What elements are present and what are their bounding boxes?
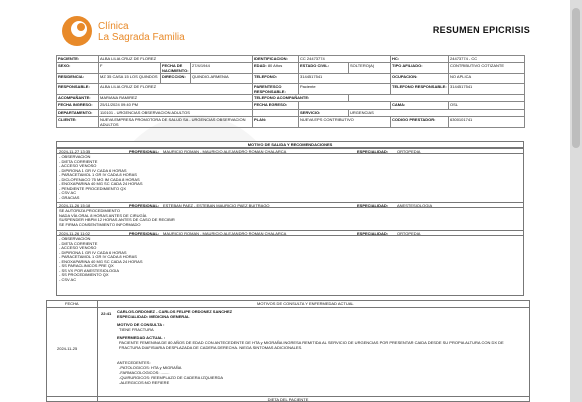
patient-info-table bbox=[56, 55, 525, 128]
antecedente-item: -QUIRURGICOS: REEMPLAZO DE CADERA IZQUIERDA bbox=[119, 375, 224, 380]
entry-line: - PENDIENTE PROCEDIMIENTO QX bbox=[59, 185, 127, 191]
motivo-label: MOTIVO DE CONSULTA : bbox=[117, 322, 165, 327]
clinic-logo-icon bbox=[60, 14, 94, 48]
edad-label: EDAD: bbox=[254, 63, 267, 69]
consulta-date: 2024-11-25 bbox=[57, 346, 78, 351]
entry-line: - DIPIRONA 1 GR IV CADA 6 HORAS bbox=[59, 167, 127, 173]
telefono-value: 3144517541 bbox=[299, 74, 391, 84]
entry-lines bbox=[59, 209, 175, 227]
cama-value: OSL bbox=[449, 102, 525, 109]
responsable-label: RESPONSABLE: bbox=[57, 84, 99, 95]
entry-line: - DIETA CORRIENTE bbox=[59, 240, 98, 246]
info-row bbox=[57, 102, 525, 109]
tel-resp-value: 3144517541 bbox=[449, 84, 525, 95]
cliente-value: NUEVA EMPRESA PROMOTORA DE SALUD SA - URGENCIAS OBSERVACION ADULTOS bbox=[99, 116, 253, 127]
entry-esp-label: ESPECIALIDAD: bbox=[357, 231, 389, 236]
antecedente-item: -PATOLOGICOS: HTA y MIGRAÑA bbox=[119, 365, 182, 370]
entry-esp: ORTOPEDIA bbox=[397, 231, 421, 236]
acompanante-value: MARIANA RAMIREZ bbox=[99, 95, 253, 102]
antecedente-item: -ALERGICOS:NO REFIERE bbox=[119, 380, 170, 385]
parentesco-label: PARENTESCO RESPONSABLE: bbox=[253, 84, 299, 95]
entry-prof: MAURICIO ROMAN - MAURICIO ALEJANDRO ROMAN CHALARCA bbox=[163, 231, 287, 236]
entry-line: - ACCESO VENOSO bbox=[59, 163, 97, 168]
motivo-value: TIENE FRACTURA bbox=[119, 327, 154, 332]
info-row bbox=[57, 116, 525, 127]
info-row bbox=[57, 95, 525, 102]
ingreso-label: FECHA INGRESO: bbox=[57, 102, 99, 109]
entry-line: - SS VX POR ANESTESIOLOGIA bbox=[59, 267, 120, 273]
col-motivo: MOTIVOS DE CONSULTA Y ENFERMEDAD ACTUAL bbox=[257, 301, 354, 306]
entry-esp-label: ESPECIALIDAD: bbox=[357, 203, 389, 208]
acompanante-label: ACOMPAÑANTE: bbox=[57, 95, 99, 102]
direccion-label: DIRECCION: bbox=[161, 74, 191, 84]
salida-title: MOTIVO DE SALIDA Y RECOMENDACIONES bbox=[57, 142, 523, 148]
direccion-value: QUINDIO-ARMENIA bbox=[191, 74, 253, 84]
entry-line: - DIPIRONA 1 GR IV CADA 6 HORAS bbox=[59, 249, 127, 255]
entry-header bbox=[57, 230, 523, 236]
entry-lines bbox=[59, 155, 143, 200]
telefono-label: TELEFONO: bbox=[253, 74, 299, 84]
info-row bbox=[57, 63, 525, 74]
entry-header bbox=[57, 202, 523, 208]
entry-line: - OBSERVACION bbox=[59, 236, 91, 241]
sexo-label: SEXO: bbox=[57, 63, 99, 74]
paciente-value: ALBA LILIA CRUZ DE FLOREZ bbox=[99, 56, 253, 63]
consulta-especialidad: ESPECIALIDAD: MEDICINA GENERAL bbox=[117, 314, 190, 319]
entry-line: - ENOXAPARINA 40 MG SC CADA 24 HORAS bbox=[59, 258, 143, 264]
entry-line: - GRACIAS bbox=[59, 194, 80, 200]
entry-date: 2024-11-27 13:35 bbox=[59, 149, 91, 154]
consulta-doctor: CARLOS.ORDONEZ - CARLOS FELIPE ORDONEZ SANCHEZ bbox=[117, 309, 233, 314]
entry-esp: ORTOPEDIA bbox=[397, 149, 421, 154]
entry-lines bbox=[59, 237, 143, 282]
identificacion-label: IDENTIFICACION: bbox=[253, 56, 299, 63]
edad-value: 80 Años bbox=[267, 63, 283, 69]
col-fecha: FECHA bbox=[65, 301, 79, 306]
hc-value: 24473774 - CC bbox=[449, 56, 525, 63]
scrollbar-thumb[interactable] bbox=[572, 8, 580, 148]
info-row bbox=[57, 109, 525, 116]
entry-prof: ESTEBAN PAEZ - ESTEBAN MAURICIO PAEZ BUITRAGO bbox=[163, 203, 270, 208]
ocupacion-label: OCUPACION: bbox=[391, 74, 449, 84]
servicio-value: URGENCIAS bbox=[349, 109, 525, 116]
cama-label: CAMA: bbox=[391, 102, 449, 109]
ingreso-value: 25/11/2024 09:40 PM bbox=[99, 102, 253, 109]
residencia-label: RESIDENCIA: bbox=[57, 74, 99, 84]
edad-cell bbox=[253, 63, 299, 74]
entry-line: SE FIRMA CONSENTIMIENTO INFORMADO bbox=[59, 221, 141, 227]
entry-line: - ENOXAPARINA 40 MG SC CADA 24 HORAS bbox=[59, 181, 143, 186]
entry-header bbox=[57, 148, 523, 154]
entry-esp-label: ESPECIALIDAD: bbox=[357, 149, 389, 154]
consulta-time: 22:41 bbox=[101, 311, 112, 316]
salida-section bbox=[56, 141, 524, 296]
plan-value: NUEVA EPS CONTRIBUTIVO bbox=[299, 116, 391, 127]
plan-label: PLAN: bbox=[253, 116, 299, 127]
departamento-label: DEPARTAMENTO: bbox=[57, 109, 99, 116]
entry-prof: MAURICIO ROMAN - MAURICIO ALEJANDRO ROMAN CHALARCA bbox=[163, 149, 287, 154]
entry-line: - CSV AC bbox=[59, 190, 77, 195]
ocupacion-value: NO APLICA bbox=[449, 74, 525, 84]
egreso-value bbox=[299, 102, 391, 109]
enfermedad-label: ENFERMEDAD ACTUAL : bbox=[117, 335, 165, 340]
empty-cell bbox=[253, 109, 299, 116]
egreso-label: FECHA EGRESO: bbox=[253, 102, 299, 109]
entry-line: - PARACETAMOL 1 GR IV CADA 8 HORAS bbox=[59, 172, 137, 177]
entry-prof-label: PROFESIONAL: bbox=[129, 231, 160, 236]
entry-esp: ANESTESIOLOGIA bbox=[397, 203, 433, 208]
entry-line: - OBSERVACION bbox=[59, 154, 91, 159]
info-row bbox=[57, 84, 525, 95]
nacimiento-value: 27/4/1944 bbox=[191, 63, 253, 74]
antecedentes-label: ANTECEDENTES: bbox=[117, 360, 151, 365]
logo-line1: Clínica bbox=[98, 21, 129, 32]
responsable-value: ALBA LILIA CRUZ DE FLOREZ bbox=[99, 84, 253, 95]
document-header bbox=[60, 12, 530, 52]
afiliado-label: TIPO AFILIADO: bbox=[391, 63, 449, 74]
entry-line: - DIETA CORRIENTE bbox=[59, 158, 98, 164]
entry-prof-label: PROFESIONAL: bbox=[129, 203, 160, 208]
entry-date: 2024-11-26 15:18 bbox=[59, 203, 91, 208]
codigo-label: CODIGO PRESTADOR: bbox=[391, 116, 449, 127]
entry-line: - PARACETAMOL 1 GR IV CADA 8 HORAS bbox=[59, 254, 137, 259]
paciente-label: PACIENTE: bbox=[57, 56, 99, 63]
entry-date: 2024-11-26 11:02 bbox=[59, 231, 90, 236]
entry-line: - SS PROCEDIMIENTO QX bbox=[59, 272, 109, 277]
column-divider bbox=[97, 301, 98, 401]
entry-line: - SS PARACLINICOS PRE QX bbox=[59, 263, 114, 268]
enfermedad-value: PACIENTE FEMENINA DE 80 AÑOS DE EDAD CON ANTECEDENTE DE HTA y MIGRAÑA INGRESA REMITIDA AL SERVICIO DE URGENCIAS POR PRESENTAR CAIDA DESDE SU PROPIA ALTURA CON DX DE FRACTURA DIAFISIARIA DESPLAZADA DE CADERA DERECHA. NIEGA SINTOMAS ADICIONALES. bbox=[119, 340, 504, 350]
consulta-header bbox=[47, 301, 529, 308]
residencia-value: MZ 35 CASA 15 LOS QUINDOS bbox=[99, 74, 161, 84]
entry-line: - DICLOFENACO 75 MG IM CADA 8 HORAS bbox=[59, 176, 140, 182]
tel-acomp-value bbox=[349, 95, 525, 102]
vertical-scrollbar[interactable] bbox=[570, 0, 582, 402]
entry-line: SUSPENDER HBPM 12 HORAS ANTES DE CASO DE RECIBIR bbox=[59, 217, 175, 222]
document-title: RESUMEN EPICRISIS bbox=[432, 25, 530, 35]
tel-acomp-label: TELEFONO ACOMPAÑANTE: bbox=[253, 95, 349, 102]
identificacion-value: CC 24473774 bbox=[299, 56, 391, 63]
servicio-label: SERVICIO: bbox=[299, 109, 349, 116]
parentesco-value: Paciente bbox=[299, 84, 391, 95]
departamento-value: 110101 - URGENCIAS OBSERVACION ADULTOS bbox=[99, 109, 253, 116]
info-row bbox=[57, 56, 525, 63]
dieta-header: DIETA DEL PACIENTE bbox=[46, 396, 530, 402]
hc-label: HC: bbox=[391, 56, 449, 63]
afiliado-value: CONTRIBUTIVO COTIZANTE bbox=[449, 63, 525, 74]
consulta-section bbox=[46, 300, 530, 402]
civil-value: SOLTERO(A) bbox=[349, 63, 391, 74]
antecedente-item: -FARMACOLOGICOS: ........ bbox=[119, 370, 170, 375]
sexo-value: F bbox=[99, 63, 161, 74]
codigo-value: 6300101741 bbox=[449, 116, 525, 127]
entry-line: - CSV AC bbox=[59, 276, 77, 282]
tel-resp-label: TELEFONO RESPONSABLE: bbox=[391, 84, 449, 95]
nacimiento-label: FECHA DE NACIMIENTO: bbox=[162, 63, 189, 74]
entry-prof-label: PROFESIONAL: bbox=[129, 149, 160, 154]
entry-line: SE AUTORIZA PROCEDIMIENTO bbox=[59, 208, 120, 213]
logo-line2: La Sagrada Familia bbox=[98, 32, 185, 43]
entry-line: - ACCESO VENOSO bbox=[59, 245, 97, 250]
info-row bbox=[57, 74, 525, 84]
cliente-label: CLIENTE: bbox=[57, 116, 99, 127]
civil-label: ESTADO CIVIL: bbox=[299, 63, 349, 74]
entry-line: NADA VÍA ORAL 8 HORAS ANTES DE CIRUGÍA bbox=[59, 212, 147, 218]
